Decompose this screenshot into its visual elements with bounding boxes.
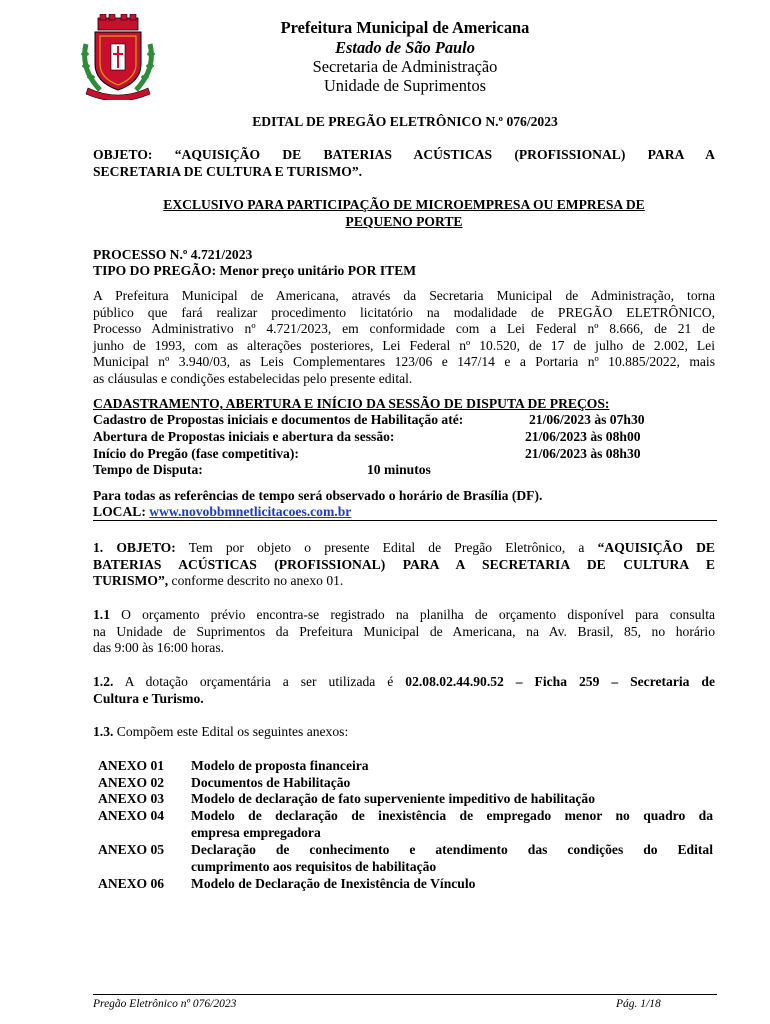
sec11-line: das 9:00 às 16:00 horas.	[93, 640, 225, 656]
section-1-1	[93, 607, 715, 657]
cadastro-row-value: 21/06/2023 às 07h30	[529, 412, 645, 427]
local-url-link[interactable]: www.novobbmnetlicitacoes.com.br	[149, 504, 352, 519]
exclusivo-notice	[93, 197, 715, 230]
objeto-block	[93, 147, 715, 180]
annex-code: ANEXO 04	[98, 808, 165, 823]
annex-description	[191, 808, 713, 841]
annex-code: ANEXO 06	[98, 876, 165, 891]
cadastro-heading: CADASTRAMENTO, ABERTURA E INÍCIO DA SESSÃO DE DISPUTA DE PREÇOS:	[93, 396, 610, 411]
header-secretariat: Secretaria de Administração	[312, 57, 498, 76]
sec1-line: BATERIAS ACÚSTICAS (PROFISSIONAL) PARA A SECRETARIA DE CULTURA E	[93, 556, 715, 572]
intro-line: Processo Administrativo nº 4.721/2023, em conformidade com a Lei Federal nº 8.666, de 21 de	[93, 321, 715, 337]
annex-description: Modelo de Declaração de Inexistência de Vínculo	[191, 876, 476, 891]
annex-code: ANEXO 01	[98, 758, 165, 773]
sec12-line: 1.2. A dotação orçamentária a ser utilizada é 02.08.02.44.90.52 – Ficha 259 – Secretaria de	[93, 674, 715, 689]
exclusivo-line: PEQUENO PORTE	[345, 213, 463, 229]
intro-line: Municipal nº 3.940/03, as Leis Complementares 123/06 e 147/14 e a Portaria nº 10.885/2022, mais	[93, 354, 715, 370]
annex-code: ANEXO 05	[98, 842, 165, 857]
intro-line: junho de 1993, com as alterações posteriores, Lei Federal nº 10.520, de 17 de julho de 2.002, Lei	[93, 337, 715, 353]
cadastro-row	[93, 429, 733, 446]
annex-description-line: Modelo de declaração de inexistência de empregado menor no quadro da	[191, 808, 713, 823]
objeto-line: SECRETARIA DE CULTURA E TURISMO”.	[93, 163, 363, 179]
municipal-coat-of-arms-icon	[78, 14, 158, 100]
annex-code: ANEXO 03	[98, 791, 165, 806]
tipo-value: : Menor preço unitário POR ITEM	[211, 263, 417, 278]
section-divider	[93, 520, 717, 521]
cadastro-row	[93, 446, 733, 463]
section-1-objeto	[93, 540, 715, 590]
annex-description-line: cumprimento aos requisitos de habilitação	[191, 858, 437, 874]
local-label: LOCAL:	[93, 504, 146, 519]
tipo-label: TIPO DO PREGÃO	[93, 263, 212, 278]
objeto-line: OBJETO: “AQUISIÇÃO DE BATERIAS ACÚSTICAS (PROFISSIONAL) PARA A	[93, 147, 715, 162]
intro-line: as cláusulas e condições estabelecidas pelo presente edital.	[93, 370, 413, 386]
annex-description: Modelo de proposta financeira	[191, 758, 369, 773]
cadastro-row-value: 21/06/2023 às 08h00	[525, 429, 641, 444]
header-state: Estado de São Paulo	[335, 38, 475, 57]
header-unit: Unidade de Suprimentos	[323, 76, 487, 95]
processo-number: PROCESSO N.º 4.721/2023	[93, 247, 253, 262]
cadastro-row	[93, 412, 733, 429]
page-number: Pág. 1/18	[616, 998, 661, 1010]
intro-line: público que fará realizar procedimento licitatório na modalidade de PREGÃO ELETRÔNICO,	[93, 304, 715, 320]
footer-left: Pregão Eletrônico nº 076/2023	[93, 998, 237, 1010]
edital-title: EDITAL DE PREGÃO ELETRÔNICO N.º 076/2023	[252, 114, 558, 129]
cadastro-row-label: Início do Pregão (fase competitiva):	[93, 446, 299, 461]
exclusivo-line: EXCLUSIVO PARA PARTICIPAÇÃO DE MICROEMPRESA OU EMPRESA DE	[163, 197, 645, 212]
tipo-pregao	[93, 263, 715, 280]
annex-description-line: Declaração de conhecimento e atendimento das condições do Edital	[191, 842, 713, 857]
footer-divider	[93, 994, 717, 995]
sec1-line: 1. OBJETO: Tem por objeto o presente Edital de Pregão Eletrônico, a “AQUISIÇÃO DE	[93, 540, 715, 555]
section-1-2	[93, 674, 715, 707]
sec11-line: na Unidade de Suprimentos da Prefeitura Municipal de Americana, na Av. Brasil, 85, no horário	[93, 623, 715, 639]
sec1-line: TURISMO”, conforme descrito no anexo 01.	[93, 573, 344, 589]
intro-line: A Prefeitura Municipal de Americana, através da Secretaria Municipal de Administração, torna	[93, 288, 715, 303]
section-1-3: 1.3. Compõem este Edital os seguintes anexos:	[93, 724, 349, 739]
sec11-line: 1.1 O orçamento prévio encontra-se registrado na planilha de orçamento disponível para consulta	[93, 607, 715, 622]
local-line	[93, 504, 715, 521]
annex-description: Modelo de declaração de fato superveniente impeditivo de habilitação	[191, 791, 595, 806]
cadastro-row-label: Cadastro de Propostas iniciais e documentos de Habilitação até:	[93, 412, 464, 427]
intro-paragraph	[93, 288, 715, 388]
cadastro-row-value: 10 minutos	[367, 462, 431, 477]
cadastro-row	[93, 462, 733, 479]
sec12-line: Cultura e Turismo.	[93, 690, 204, 706]
annex-code: ANEXO 02	[98, 775, 165, 790]
annex-description: Documentos de Habilitação	[191, 775, 351, 790]
annex-description-line: empresa empregadora	[191, 824, 321, 840]
annex-description	[191, 842, 713, 875]
cadastro-row-label: Abertura de Propostas iniciais e abertura da sessão:	[93, 429, 395, 444]
header-title: Prefeitura Municipal de Americana	[280, 18, 530, 37]
cadastro-row-label: Tempo de Disputa:	[93, 462, 203, 477]
cadastro-row-value: 21/06/2023 às 08h30	[525, 446, 641, 461]
time-note: Para todas as referências de tempo será observado o horário de Brasília (DF).	[93, 488, 543, 503]
